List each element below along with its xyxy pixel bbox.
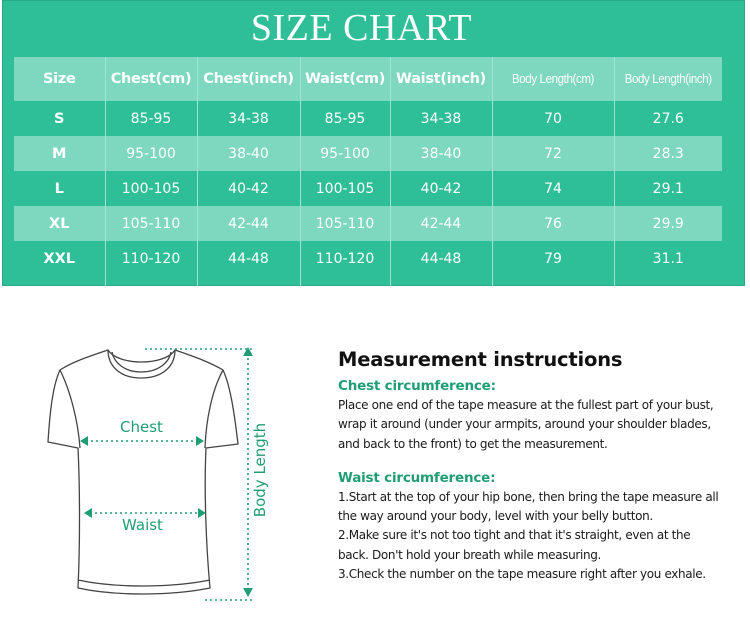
waist-text-line: 1.Start at the top of your hip bone, then bring the tape measure all [338,489,719,504]
table-cell: 105-110 [300,206,390,241]
table-cell: 40-42 [390,171,492,206]
measurement-guides [86,349,252,600]
chest-heading: Chest circumference: [338,378,496,394]
table-cell: 40-42 [197,171,300,206]
table-cell: 29.1 [614,171,722,206]
chest-label: Chest [120,418,163,436]
table-row [14,206,722,241]
table-cell: 74 [492,171,614,206]
header-waist-inch: Waist(inch) [390,57,492,101]
header-chest-cm: Chest(cm) [105,57,197,101]
header-size: Size [43,71,76,87]
tshirt-measurement-diagram [20,330,290,620]
table-cell: 95-100 [105,136,197,171]
chest-text-line: Place one end of the tape measure at the fullest part of your bust, [338,398,714,412]
waist-text-line: the way around your body, level with your belly button. [338,509,653,524]
waist-text-line: 2.Make sure it's not too tight and that it's straight, even at the [338,528,691,543]
tshirt-outline-icon [48,350,238,594]
chest-text-line: and back to the front) to get the measurement. [338,436,608,451]
table-cell: 42-44 [390,206,492,241]
table-row [14,101,722,136]
size-cell: M [52,145,67,162]
table-row [14,241,722,276]
waist-label: Waist [122,516,163,534]
table-cell: 44-48 [197,241,300,276]
measurement-instructions [338,347,738,584]
size-table [14,57,722,287]
size-cell: XL [49,215,70,232]
waist-text-line: 3.Check the number on the tape measure right after you exhale. [338,567,706,582]
table-cell: 110-120 [105,241,197,276]
table-cell: 34-38 [390,101,492,136]
chart-title: SIZE CHART [250,7,473,49]
table-cell: 34-38 [197,101,300,136]
size-cell: XXL [43,250,76,267]
waist-heading: Waist circumference: [338,469,496,486]
header-body-length-cm: Body Length(cm) [497,57,609,101]
table-cell: 44-48 [390,241,492,276]
table-row [14,171,722,206]
table-cell: 28.3 [614,136,722,171]
table-cell: 110-120 [300,241,390,276]
table-cell: 42-44 [197,206,300,241]
chest-text-line: wrap it around (under your armpits, around your shoulder blades, [338,417,711,432]
header-waist-cm: Waist(cm) [300,57,390,101]
table-cell: 29.9 [614,206,722,241]
size-chart-panel [2,0,745,286]
table-cell: 31.1 [614,241,722,276]
table-cell: 27.6 [614,101,722,136]
table-cell: 70 [492,101,614,136]
waist-text-line: back. Don't hold your breath while measuring. [338,547,601,562]
table-cell: 72 [492,136,614,171]
table-cell: 85-95 [105,101,197,136]
header-chest-inch: Chest(inch) [197,57,300,101]
table-cell: 38-40 [197,136,300,171]
table-cell: 105-110 [105,206,197,241]
table-cell: 85-95 [300,101,390,136]
table-cell: 100-105 [105,171,197,206]
table-cell: 95-100 [300,136,390,171]
table-cell: 76 [492,206,614,241]
instructions-title: Measurement instructions [338,348,623,371]
arrowheads-icon [80,347,253,597]
table-row [14,136,722,171]
table-spacer-row [14,276,722,287]
table-cell: 38-40 [390,136,492,171]
table-cell: 79 [492,241,614,276]
header-body-length-inch: Body Length(inch) [618,57,717,101]
table-cell: 100-105 [300,171,390,206]
body-length-label: Body Length [251,422,269,518]
size-cell: L [54,180,64,197]
size-cell: S [54,110,65,127]
table-header-row [14,57,722,101]
